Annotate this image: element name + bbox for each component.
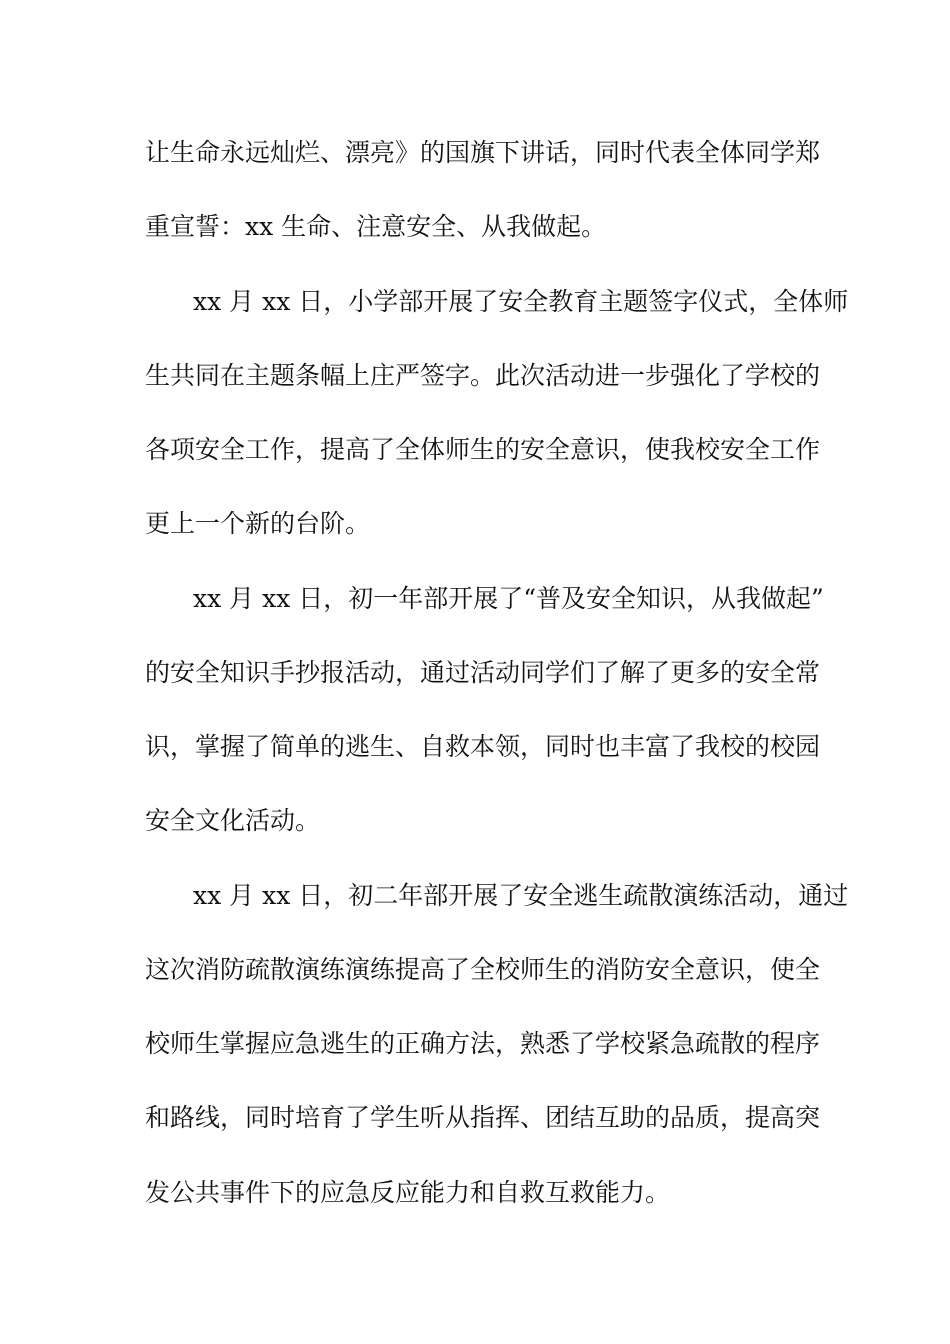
paragraph-3-line-2: 的安全知识手抄报活动，通过活动同学们了解了更多的安全常: [145, 658, 821, 687]
paragraph-2-line-4: 更上一个新的台阶。: [145, 509, 371, 538]
paragraph-3-line-4: 安全文化活动。: [145, 806, 321, 835]
paragraph-1-line-2: 重宣誓：xx 生命、注意安全、从我做起。: [145, 212, 607, 241]
paragraph-4-line-2: 这次消防疏散演练演练提高了全校师生的消防安全意识，使全: [145, 955, 821, 984]
paragraph-3-line-1: xx 月 xx 日，初一年部开展了“普及安全知识，从我做起”: [193, 584, 824, 613]
paragraph-2-line-1: xx 月 xx 日，小学部开展了安全教育主题签字仪式，全体师: [193, 287, 849, 316]
paragraph-4-line-5: 发公共事件下的应急反应能力和自救互救能力。: [145, 1178, 671, 1207]
paragraph-3-line-3: 识，掌握了简单的逃生、自救本领，同时也丰富了我校的校园: [145, 732, 821, 761]
paragraph-4-line-1: xx 月 xx 日，初二年部开展了安全逃生疏散演练活动，通过: [193, 881, 849, 910]
paragraph-4-line-3: 校师生掌握应急逃生的正确方法，熟悉了学校紧急疏散的程序: [145, 1029, 821, 1058]
paragraph-4-line-4: 和路线，同时培育了学生听从指挥、团结互助的品质，提高突: [145, 1103, 821, 1132]
paragraph-2-line-3: 各项安全工作，提高了全体师生的安全意识，使我校安全工作: [145, 435, 821, 464]
paragraph-2-line-2: 生共同在主题条幅上庄严签字。此次活动进一步强化了学校的: [145, 361, 821, 390]
paragraph-1-line-1: 让生命永远灿烂、漂亮》的国旗下讲话，同时代表全体同学郑: [145, 138, 821, 167]
